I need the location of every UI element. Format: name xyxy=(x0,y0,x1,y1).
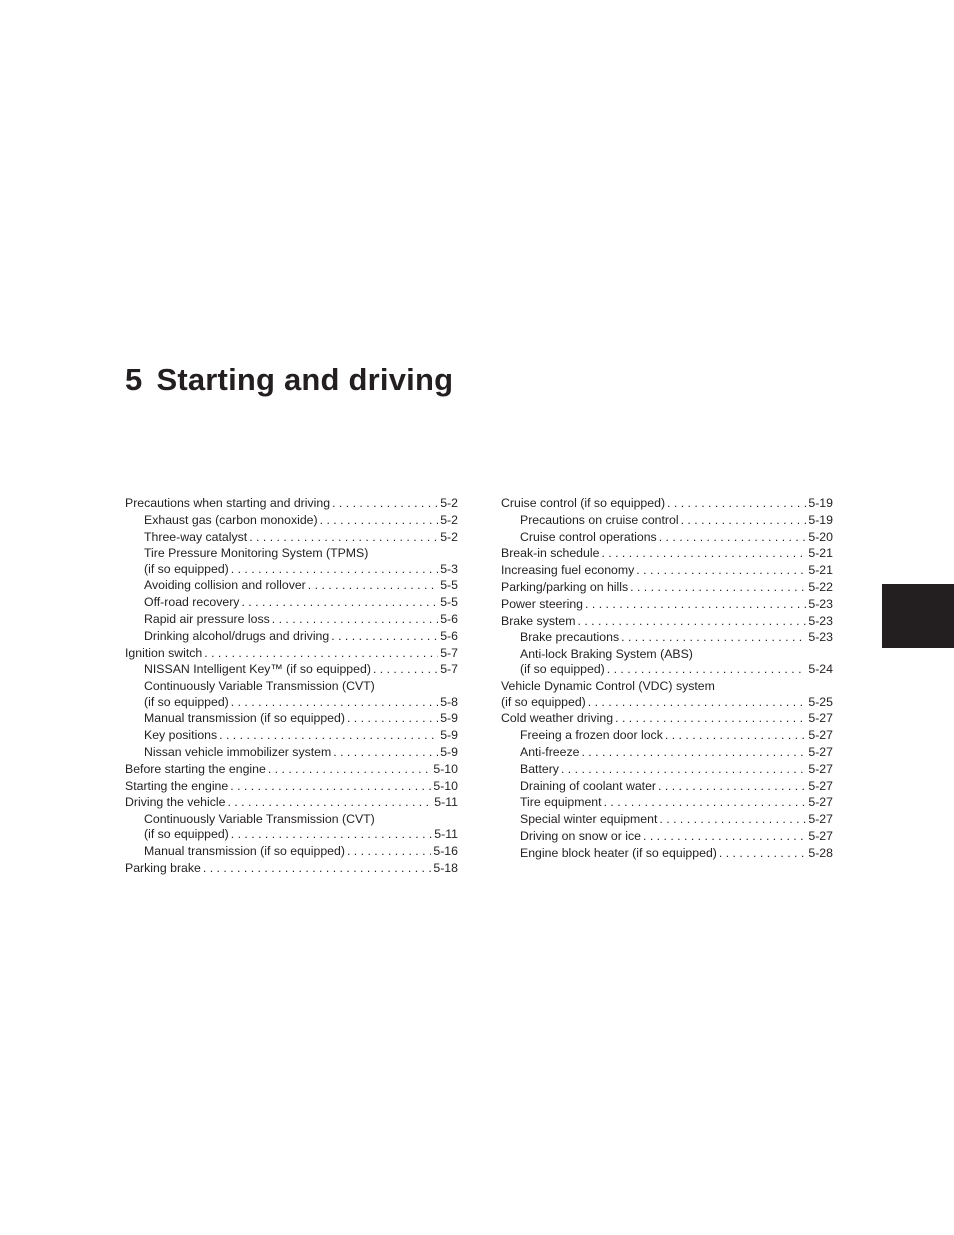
toc-entry-title: Increasing fuel economy xyxy=(501,563,635,578)
toc-page-number: 5-5 xyxy=(440,595,458,610)
dot-leader xyxy=(347,711,438,726)
toc-page-number: 5-9 xyxy=(440,728,458,743)
toc-entry[interactable] xyxy=(125,844,458,859)
toc-page-number: 5-3 xyxy=(440,561,458,576)
toc-entry[interactable] xyxy=(125,513,458,528)
toc-entry[interactable] xyxy=(125,779,458,794)
toc-page-number: 5-16 xyxy=(433,844,458,859)
toc-entry-title: Three-way catalyst xyxy=(144,529,248,544)
dot-leader xyxy=(561,762,806,777)
dot-leader xyxy=(601,546,806,561)
toc-entry[interactable] xyxy=(501,846,833,861)
toc-entry-title: Parking brake xyxy=(125,861,201,876)
toc-entry-title: Vehicle Dynamic Control (VDC) system xyxy=(501,679,715,694)
dot-leader xyxy=(577,614,806,629)
toc-page-number: 5-19 xyxy=(808,496,833,510)
toc-entry[interactable] xyxy=(501,812,833,827)
toc-entry[interactable] xyxy=(125,546,458,577)
toc-page-number: 5-21 xyxy=(808,546,833,561)
toc-entry-title-continued: (if so equipped) xyxy=(520,662,605,677)
toc-entry-title: Cruise control (if so equipped) xyxy=(501,496,666,510)
toc-page-number: 5-7 xyxy=(440,645,458,660)
toc-entry-title-continued: (if so equipped) xyxy=(144,561,229,576)
toc-page-number: 5-27 xyxy=(808,778,833,793)
toc-entry[interactable] xyxy=(501,530,833,545)
toc-entry-title: Anti-lock Braking System (ABS) xyxy=(520,647,693,662)
toc-page-number: 5-27 xyxy=(808,828,833,843)
toc-page-number: 5-18 xyxy=(433,861,458,876)
toc-entry[interactable] xyxy=(125,861,458,876)
toc-entry-title: Exhaust gas (carbon monoxide) xyxy=(144,512,318,527)
toc-entry[interactable] xyxy=(501,546,833,561)
dot-leader xyxy=(719,846,806,861)
toc-page-number: 5-27 xyxy=(808,711,833,726)
toc-page-number: 5-2 xyxy=(440,529,458,544)
toc-entry[interactable] xyxy=(125,578,458,593)
dot-leader xyxy=(241,595,438,610)
toc-entry[interactable] xyxy=(125,728,458,743)
toc-page-number: 5-27 xyxy=(808,795,833,810)
toc-entry-title: Manual transmission (if so equipped) xyxy=(144,711,345,726)
chapter-name: Starting and driving xyxy=(156,362,454,397)
toc-page-number: 5-23 xyxy=(808,613,833,628)
toc-entry-title: Drinking alcohol/drugs and driving xyxy=(144,628,330,643)
toc-entry[interactable] xyxy=(125,595,458,610)
chapter-number: 5 xyxy=(125,362,143,397)
toc-entry[interactable] xyxy=(125,629,458,644)
toc-page-number: 5-27 xyxy=(808,744,833,759)
dot-leader xyxy=(333,745,438,760)
dot-leader xyxy=(615,711,806,726)
dot-leader xyxy=(643,829,806,844)
toc-page-number: 5-28 xyxy=(808,845,833,860)
toc-entry[interactable] xyxy=(125,795,458,810)
toc-entry-title: Rapid air pressure loss xyxy=(144,612,270,627)
toc-entry-title: Parking/parking on hills xyxy=(501,579,629,594)
toc-entry[interactable] xyxy=(125,762,458,777)
toc-entry-title: Off-road recovery xyxy=(144,595,240,610)
toc-entry-title: Brake precautions xyxy=(520,630,620,645)
toc-entry-title: Power steering xyxy=(501,596,584,611)
toc-page-number: 5-20 xyxy=(808,529,833,544)
chapter-thumb-tab xyxy=(882,584,954,648)
dot-leader xyxy=(219,728,438,743)
toc-entry-title: Engine block heater (if so equipped) xyxy=(520,845,717,860)
toc-column-left xyxy=(125,496,458,878)
toc-page-number: 5-9 xyxy=(440,744,458,759)
dot-leader xyxy=(230,779,431,794)
toc-entry[interactable] xyxy=(125,612,458,627)
toc-entry[interactable] xyxy=(501,745,833,760)
toc-entry[interactable] xyxy=(501,762,833,777)
toc-entry[interactable] xyxy=(501,711,833,726)
dot-leader xyxy=(636,563,806,578)
toc-page-number: 5-10 xyxy=(433,778,458,793)
dot-leader xyxy=(347,844,431,859)
toc-entry[interactable] xyxy=(501,795,833,810)
toc-entry-title: Continuously Variable Transmission (CVT) xyxy=(144,679,375,694)
toc-entry-title: Special winter equipment xyxy=(520,812,658,827)
dot-leader xyxy=(203,861,432,876)
toc-page-number: 5-23 xyxy=(808,630,833,645)
toc-entry-title: Driving on snow or ice xyxy=(520,828,641,843)
toc-entry-title: Cruise control operations xyxy=(520,529,657,544)
toc-entry[interactable] xyxy=(125,745,458,760)
toc-entry-title: Starting the engine xyxy=(125,778,229,793)
toc-entry[interactable] xyxy=(125,711,458,726)
toc-entry[interactable] xyxy=(501,597,833,612)
toc-entry[interactable] xyxy=(501,630,833,645)
toc-page-number: 5-2 xyxy=(440,512,458,527)
toc-entry[interactable] xyxy=(125,530,458,545)
toc-page-number: 5-27 xyxy=(808,728,833,743)
toc-entry[interactable] xyxy=(501,647,833,678)
toc-page-number: 5-27 xyxy=(808,761,833,776)
toc-page-number: 5-7 xyxy=(440,662,458,677)
toc-entry-title: Tire equipment xyxy=(520,795,602,810)
toc-page-number: 5-23 xyxy=(808,596,833,611)
toc-entry[interactable] xyxy=(125,496,458,511)
toc-entry-title: Anti-freeze xyxy=(520,744,580,759)
toc-entry-title: Avoiding collision and rollover xyxy=(144,578,306,593)
dot-leader xyxy=(268,762,432,777)
toc-entry-title: Before starting the engine xyxy=(125,761,266,776)
dot-leader xyxy=(585,597,806,612)
toc-entry[interactable] xyxy=(125,646,458,661)
toc-page-number: 5-6 xyxy=(440,628,458,643)
toc-page-number: 5-22 xyxy=(808,579,833,594)
dot-leader xyxy=(604,795,807,810)
toc-column-right xyxy=(501,496,833,863)
toc-entry-title: Manual transmission (if so equipped) xyxy=(144,844,345,859)
dot-leader xyxy=(204,646,438,661)
toc-entry-title: Tire Pressure Monitoring System (TPMS) xyxy=(144,546,369,561)
dot-leader xyxy=(658,779,806,794)
toc-entry-title: Driving the vehicle xyxy=(125,795,226,810)
toc-page-number: 5-27 xyxy=(808,812,833,827)
dot-leader xyxy=(320,513,439,528)
dot-leader xyxy=(231,562,438,577)
toc-entry-title: Break-in schedule xyxy=(501,546,600,561)
toc-entry[interactable] xyxy=(501,614,833,629)
toc-entry-title-continued: (if so equipped) xyxy=(144,827,229,842)
toc-entry[interactable] xyxy=(501,580,833,595)
toc-page-number: 5-19 xyxy=(808,512,833,527)
toc-page-number: 5-8 xyxy=(440,694,458,709)
toc-page-number: 5-10 xyxy=(433,761,458,776)
toc-page-number: 5-25 xyxy=(808,694,833,709)
dot-leader xyxy=(231,827,433,842)
toc-page-number: 5-5 xyxy=(440,578,458,593)
toc-entry[interactable] xyxy=(125,679,458,710)
dot-leader xyxy=(607,662,807,677)
dot-leader xyxy=(373,662,438,677)
toc-page-number: 5-24 xyxy=(808,662,833,677)
dot-leader xyxy=(331,629,438,644)
toc-entry[interactable] xyxy=(125,662,458,677)
toc-page-number: 5-9 xyxy=(440,711,458,726)
toc-entry-title: Cold weather driving xyxy=(501,711,614,726)
toc-entry-title: Brake system xyxy=(501,613,576,628)
toc-entry-title: NISSAN Intelligent Key™ (if so equipped) xyxy=(144,662,371,677)
toc-entry[interactable] xyxy=(501,679,833,710)
toc-entry-title: Ignition switch xyxy=(125,645,203,660)
dot-leader xyxy=(227,795,432,810)
toc-entry-title: Continuously Variable Transmission (CVT) xyxy=(144,812,375,827)
dot-leader xyxy=(249,530,438,545)
toc-entry[interactable] xyxy=(501,728,833,743)
dot-leader xyxy=(332,496,438,511)
toc-page-number: 5-2 xyxy=(440,496,458,510)
dot-leader xyxy=(231,695,438,710)
toc-entry-title: Key positions xyxy=(144,728,218,743)
toc-entry[interactable] xyxy=(501,513,833,528)
toc-entry-title: Precautions on cruise control xyxy=(520,512,679,527)
toc-entry[interactable] xyxy=(501,779,833,794)
chapter-title xyxy=(125,360,453,400)
dot-leader xyxy=(665,728,807,743)
toc-page-number: 5-6 xyxy=(440,612,458,627)
dot-leader xyxy=(659,812,806,827)
dot-leader xyxy=(621,630,806,645)
toc-entry[interactable] xyxy=(125,812,458,843)
toc-page-number: 5-11 xyxy=(434,827,458,842)
toc-entry-title-continued: (if so equipped) xyxy=(144,694,229,709)
toc-entry[interactable] xyxy=(501,496,833,511)
toc-entry[interactable] xyxy=(501,829,833,844)
dot-leader xyxy=(272,612,438,627)
dot-leader xyxy=(630,580,806,595)
toc-entry[interactable] xyxy=(501,563,833,578)
toc-entry-title: Freeing a frozen door lock xyxy=(520,728,663,743)
toc-page-number: 5-21 xyxy=(808,563,833,578)
dot-leader xyxy=(581,745,806,760)
dot-leader xyxy=(588,695,807,710)
dot-leader xyxy=(308,578,438,593)
toc-entry-title: Battery xyxy=(520,761,559,776)
toc-entry-title: Draining of coolant water xyxy=(520,778,657,793)
dot-leader xyxy=(667,496,806,511)
dot-leader xyxy=(681,513,807,528)
toc-entry-title-continued: (if so equipped) xyxy=(501,694,586,709)
toc-entry-title: Nissan vehicle immobilizer system xyxy=(144,744,332,759)
toc-page-number: 5-11 xyxy=(434,795,458,810)
toc-entry-title: Precautions when starting and driving xyxy=(125,496,331,510)
dot-leader xyxy=(659,530,807,545)
